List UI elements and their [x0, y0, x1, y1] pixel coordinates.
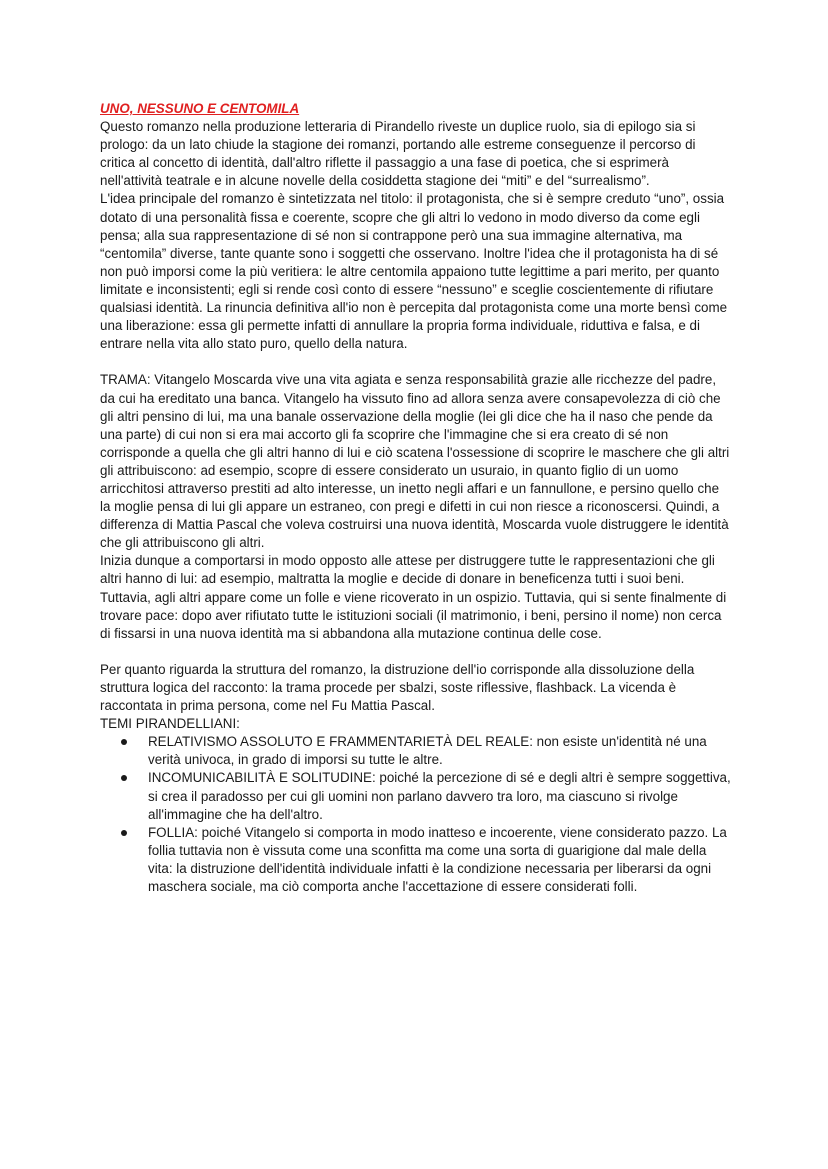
bullet-icon — [121, 739, 127, 745]
list-item — [148, 824, 732, 896]
list-item — [148, 769, 732, 823]
temi-list — [100, 733, 732, 896]
struttura-paragraph: Per quanto riguarda la struttura del romanzo, la distruzione dell'io corrisponde alla dissoluzione della struttura logica del racconto: la trama procede per sbalzi, soste riflessive, flashback. La vicenda è raccontata in prima persona, come nel Fu Mattia Pascal. — [100, 661, 695, 714]
temi-heading: TEMI PIRANDELLIANI: — [100, 716, 240, 732]
bullet-icon — [121, 775, 127, 781]
paragraph-gap — [100, 353, 732, 371]
paragraph-gap — [100, 643, 732, 661]
document-title: UNO, NESSUNO E CENTOMILA — [100, 101, 300, 116]
trama-paragraph-1: TRAMA: Vitangelo Moscarda vive una vita agiata e senza responsabilità grazie alle ricchezze del padre, da cui ha ereditato una banca. Vitangelo ha vissuto fino ad allora senza avere consapevolezza di ciò che gli altri pensino di lui, ma una banale osservazione della moglie (lei gli dice che ha il naso che pende da una parte) di cui non si era mai accorto gli fa scoprire che l'immagine che si era creato di sé non corrisponde a quella che gli altri hanno di lui e ciò scatena l'ossessione di scoprire le maschere che gli altri gli attribuiscono: ad esempio, scopre di essere considerato un usuraio, in quanto figlio di un uomo arricchitosi attraverso prestiti ad alto interesse, un inetto negli affari e un fannullone, e persino quello che la moglie pensa di lui gli appare un estraneo, con pregi e difetti in cui non riesce a riconoscersi. Quindi, a differenza di Mattia Pascal che voleva costruirsi una nuova identità, Moscarda vuole distruggere le identità che gli attribuiscono gli altri. — [100, 372, 730, 551]
intro-paragraph-2: L'idea principale del romanzo è sintetizzata nel titolo: il protagonista, che si è sempre creduto “uno”, ossia dotato di una personalità fissa e coerente, scopre che gli altri lo vedono in modo diverso da come egli pensa; alla sua rappresentazione di sé non si contrappone però una sua immagine alternativa, ma “centomila” diverse, tante quante sono i soggetti che osservano. Inoltre l'idea che il protagonista ha di sé non può imporsi come la più veritiera: le altre centomila appaiono tutte legittime a pari merito, per quanto limitate e inconsistenti; egli si rende così conto di essere “nessuno” e sceglie coscientemente di rifiutare qualsiasi identità. La rinuncia definitiva all'io non è percepita dal protagonista come una morte bensì come una liberazione: essa gli permette infatti di annullare la propria forma individuale, riduttiva e falsa, e di entrare nella vita allo stato puro, quello della natura. — [100, 191, 728, 352]
document-body — [100, 100, 732, 896]
list-item — [148, 733, 732, 769]
bullet-icon — [121, 830, 127, 836]
intro-paragraph-1: Questo romanzo nella produzione letteraria di Pirandello riveste un duplice ruolo, sia di epilogo sia si prologo: da un lato chiude la stagione dei romanzi, portando alle estreme conseguenze il percorso di critica al concetto di identità, dall'altro riflette il passaggio a una fase di poetica, che si esprimerà nell'attività teatrale e in alcune novelle della cosiddetta stagione dei “miti” e del “surrealismo”. — [100, 119, 696, 189]
trama-paragraph-2: Inizia dunque a comportarsi in modo opposto alle attese per distruggere tutte le rappresentazioni che gli altri hanno di lui: ad esempio, maltratta la moglie e decide di donare in beneficenza tutti i suoi beni. Tuttavia, agli altri appare come un folle e viene ricoverato in un ospizio. Tuttavia, qui si sente finalmente di trovare pace: dopo aver rifiutato tutte le istituzioni sociali (il matrimonio, i beni, persino il nome) non cerca di fissarsi in una nuova identità ma si abbandona alla mutazione continua delle cose. — [100, 553, 727, 641]
list-item-text: RELATIVISMO ASSOLUTO E FRAMMENTARIETÀ DEL REALE: non esiste un'identità né una verità univoca, in grado di imporsi su tutte le altre. — [148, 734, 707, 768]
list-item-text: FOLLIA: poiché Vitangelo si comporta in modo inatteso e incoerente, viene considerato pazzo. La follia tuttavia non è vissuta come una sconfitta ma come una sorta di guarigione dal male della vita: la distruzione dell'identità individuale infatti è la condizione necessaria per liberarsi da ogni maschera sociale, ma ciò comporta anche l'accettazione di essere considerati folli. — [148, 824, 727, 895]
list-item-text: INCOMUNICABILITÀ E SOLITUDINE: poiché la percezione di sé e degli altri è sempre soggettiva, si crea il paradosso per cui gli uomini non parlano davvero tra loro, ma ciascuno si rivolge all'immagine che ha dell'altro. — [148, 770, 731, 822]
